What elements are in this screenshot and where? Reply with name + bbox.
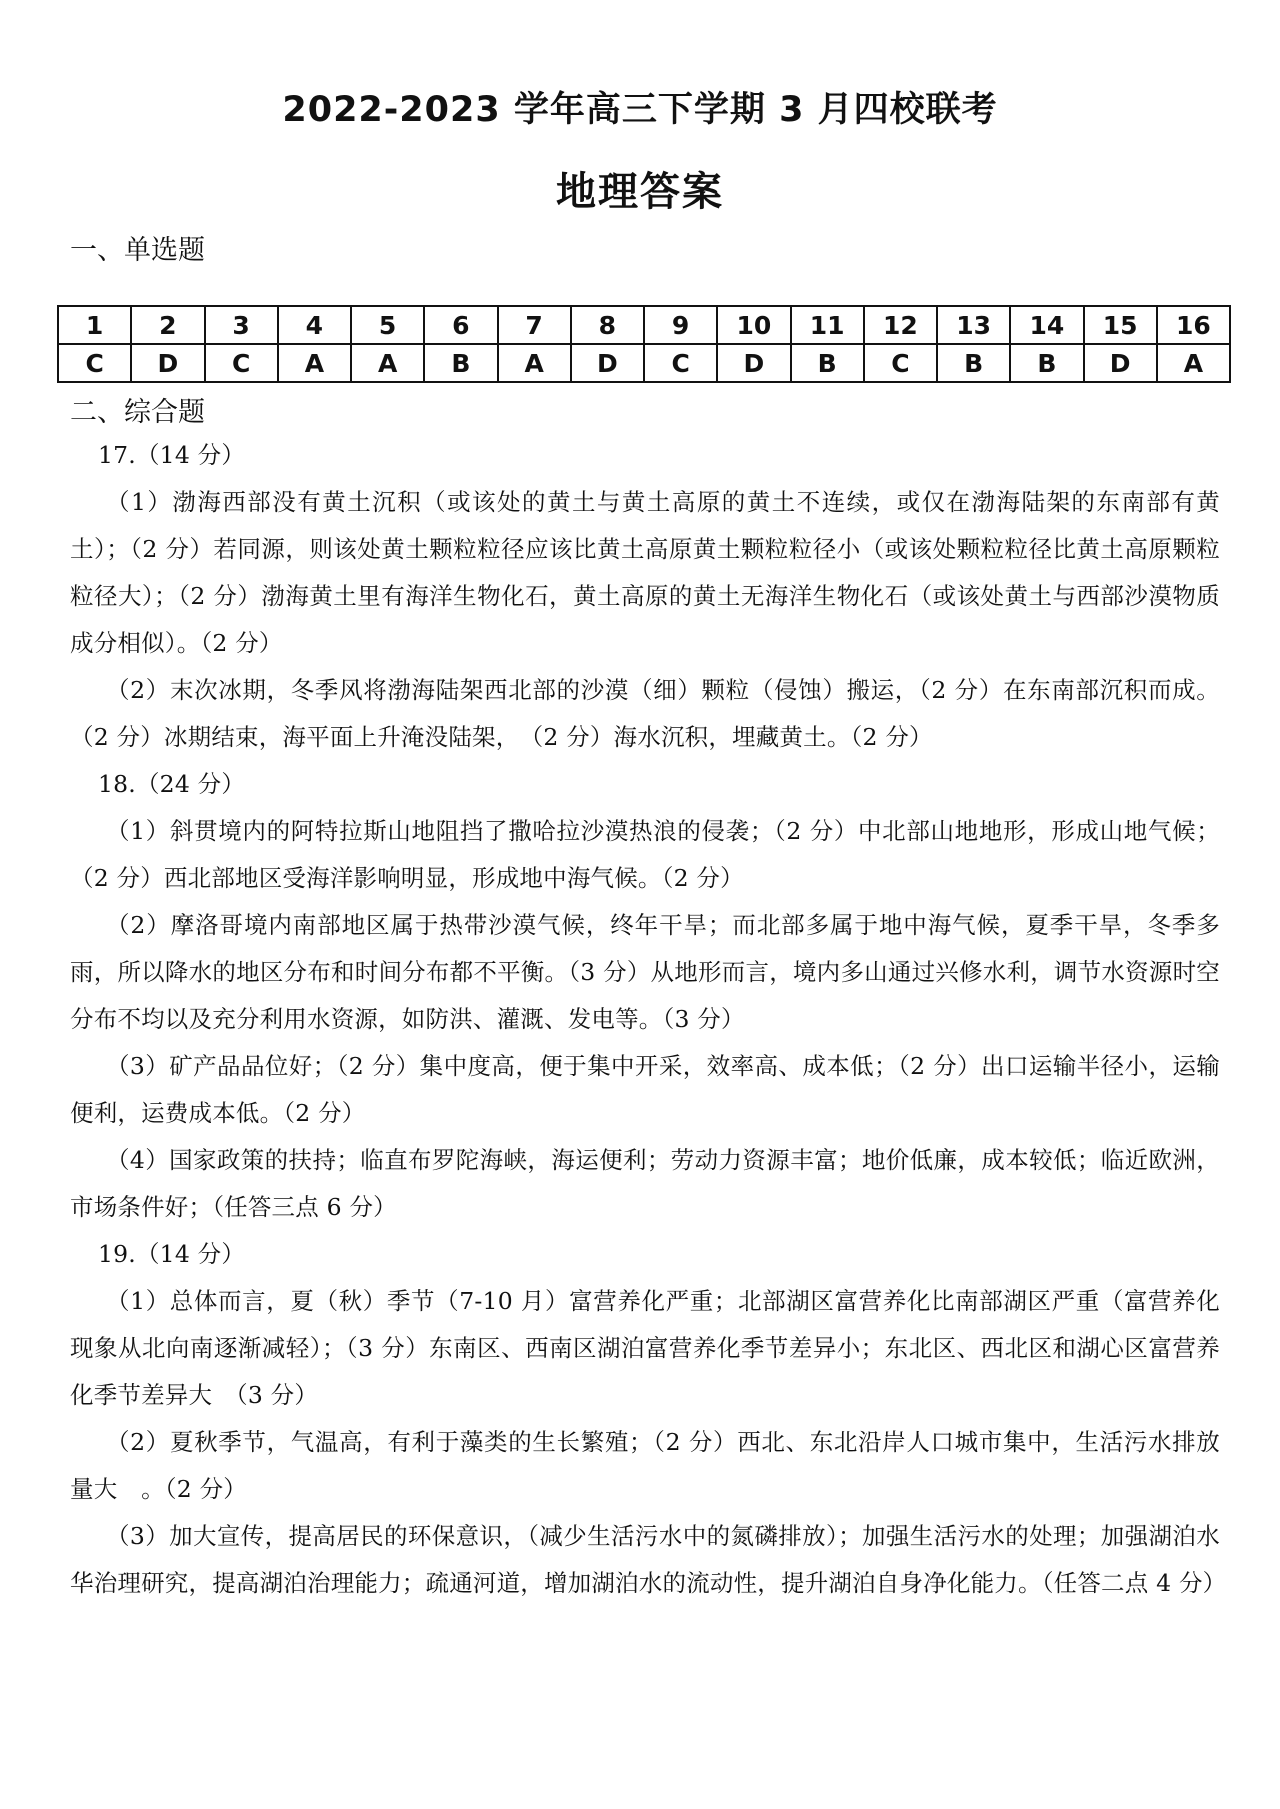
question-number: 14 — [1010, 306, 1083, 344]
answer-paragraph: （2）夏秋季节，气温高，有利于藻类的生长繁殖；（2 分）西北、东北沿岸人口城市集中，生活污水排放量大 。（2 分） — [70, 1428, 1220, 1503]
answer-cell: A — [351, 344, 424, 382]
question-number: 9 — [644, 306, 717, 344]
question-19 — [70, 1231, 1227, 1607]
answer-table-number-row — [58, 306, 1230, 344]
answer-cell: C — [644, 344, 717, 382]
question-number: 7 — [498, 306, 571, 344]
answer-cell: C — [205, 344, 278, 382]
question-heading: 19.（14 分） — [98, 1240, 246, 1268]
answer-cell: D — [571, 344, 644, 382]
answer-paragraph: （1）总体而言，夏（秋）季节（7-10 月）富营养化严重；北部湖区富营养化比南部湖区严重（富营养化现象从北向南逐渐减轻）；（3 分）东南区、西南区湖泊富营养化季节差异小；东北区、西北区和湖心区富营养化季节差异大 （3 分） — [70, 1287, 1220, 1409]
answer-cell: D — [131, 344, 204, 382]
answer-paragraph: （1）渤海西部没有黄土沉积（或该处的黄土与黄土高原的黄土不连续，或仅在渤海陆架的东南部有黄土）；（2 分）若同源，则该处黄土颗粒粒径应该比黄土高原黄土颗粒粒径小（或该处颗粒粒径比黄土高原颗粒粒径大）；（2 分）渤海黄土里有海洋生物化石，黄土高原的黄土无海洋生物化石（或该处黄土与西部沙漠物质成分相似）。（2 分） — [70, 488, 1220, 657]
question-heading: 18.（24 分） — [98, 770, 246, 798]
answer-paragraph: （1）斜贯境内的阿特拉斯山地阻挡了撒哈拉沙漠热浪的侵袭；（2 分）中北部山地地形，形成山地气候；（2 分）西北部地区受海洋影响明显，形成地中海气候。（2 分） — [70, 817, 1220, 892]
question-number: 3 — [205, 306, 278, 344]
section-heading-comprehensive: 二、综合题 — [70, 397, 205, 428]
answer-cell: A — [1157, 344, 1230, 382]
question-17 — [70, 432, 1220, 761]
answer-cell: C — [58, 344, 131, 382]
question-number: 5 — [351, 306, 424, 344]
answer-table — [57, 305, 1231, 383]
answer-cell: A — [278, 344, 351, 382]
question-number: 2 — [131, 306, 204, 344]
answer-cell: C — [864, 344, 937, 382]
answer-paragraph: （3）加大宣传，提高居民的环保意识，（减少生活污水中的氮磷排放）；加强生活污水的处理；加强湖泊水华治理研究，提高湖泊治理能力；疏通河道，增加湖泊水的流动性，提升湖泊自身净化能力。（任答二点 4 分） — [70, 1522, 1227, 1597]
answer-paragraph: （2）末次冰期，冬季风将渤海陆架西北部的沙漠（细）颗粒（侵蚀）搬运，（2 分）在东南部沉积而成。（2 分）冰期结束，海平面上升淹没陆架， （2 分）海水沉积，埋藏黄土。（2 分） — [70, 676, 1220, 751]
question-number: 6 — [424, 306, 497, 344]
answer-paragraph: （2）摩洛哥境内南部地区属于热带沙漠气候，终年干旱；而北部多属于地中海气候，夏季干旱，冬季多雨，所以降水的地区分布和时间分布都不平衡。（3 分）从地形而言，境内多山通过兴修水利，调节水资源时空分布不均以及充分利用水资源，如防洪、灌溉、发电等。（3 分） — [70, 911, 1220, 1033]
page-subtitle: 地理答案 — [556, 169, 724, 215]
question-number: 11 — [791, 306, 864, 344]
answer-table-answer-row — [58, 344, 1230, 382]
answer-cell: D — [717, 344, 790, 382]
question-number: 1 — [58, 306, 131, 344]
answer-cell: B — [1010, 344, 1083, 382]
question-heading: 17.（14 分） — [98, 441, 246, 469]
page-title: 2022-2023 学年高三下学期 3 月四校联考 — [282, 90, 998, 130]
question-number: 10 — [717, 306, 790, 344]
comprehensive-answers — [70, 432, 1227, 1607]
answer-paragraph: （3）矿产品品位好；（2 分）集中度高，便于集中开采，效率高、成本低；（2 分）出口运输半径小，运输便利，运费成本低。（2 分） — [70, 1052, 1220, 1127]
question-number: 15 — [1084, 306, 1157, 344]
question-number: 12 — [864, 306, 937, 344]
question-number: 8 — [571, 306, 644, 344]
answer-cell: B — [424, 344, 497, 382]
answer-paragraph: （4）国家政策的扶持；临直布罗陀海峡，海运便利；劳动力资源丰富；地价低廉，成本较低；临近欧洲，市场条件好；（任答三点 6 分） — [70, 1146, 1220, 1221]
answer-cell: B — [791, 344, 864, 382]
question-18 — [70, 761, 1220, 1231]
section-heading-single-choice: 一、单选题 — [70, 235, 205, 266]
answer-cell: B — [937, 344, 1010, 382]
question-number: 4 — [278, 306, 351, 344]
question-number: 13 — [937, 306, 1010, 344]
question-number: 16 — [1157, 306, 1230, 344]
answer-cell: D — [1084, 344, 1157, 382]
answer-cell: A — [498, 344, 571, 382]
